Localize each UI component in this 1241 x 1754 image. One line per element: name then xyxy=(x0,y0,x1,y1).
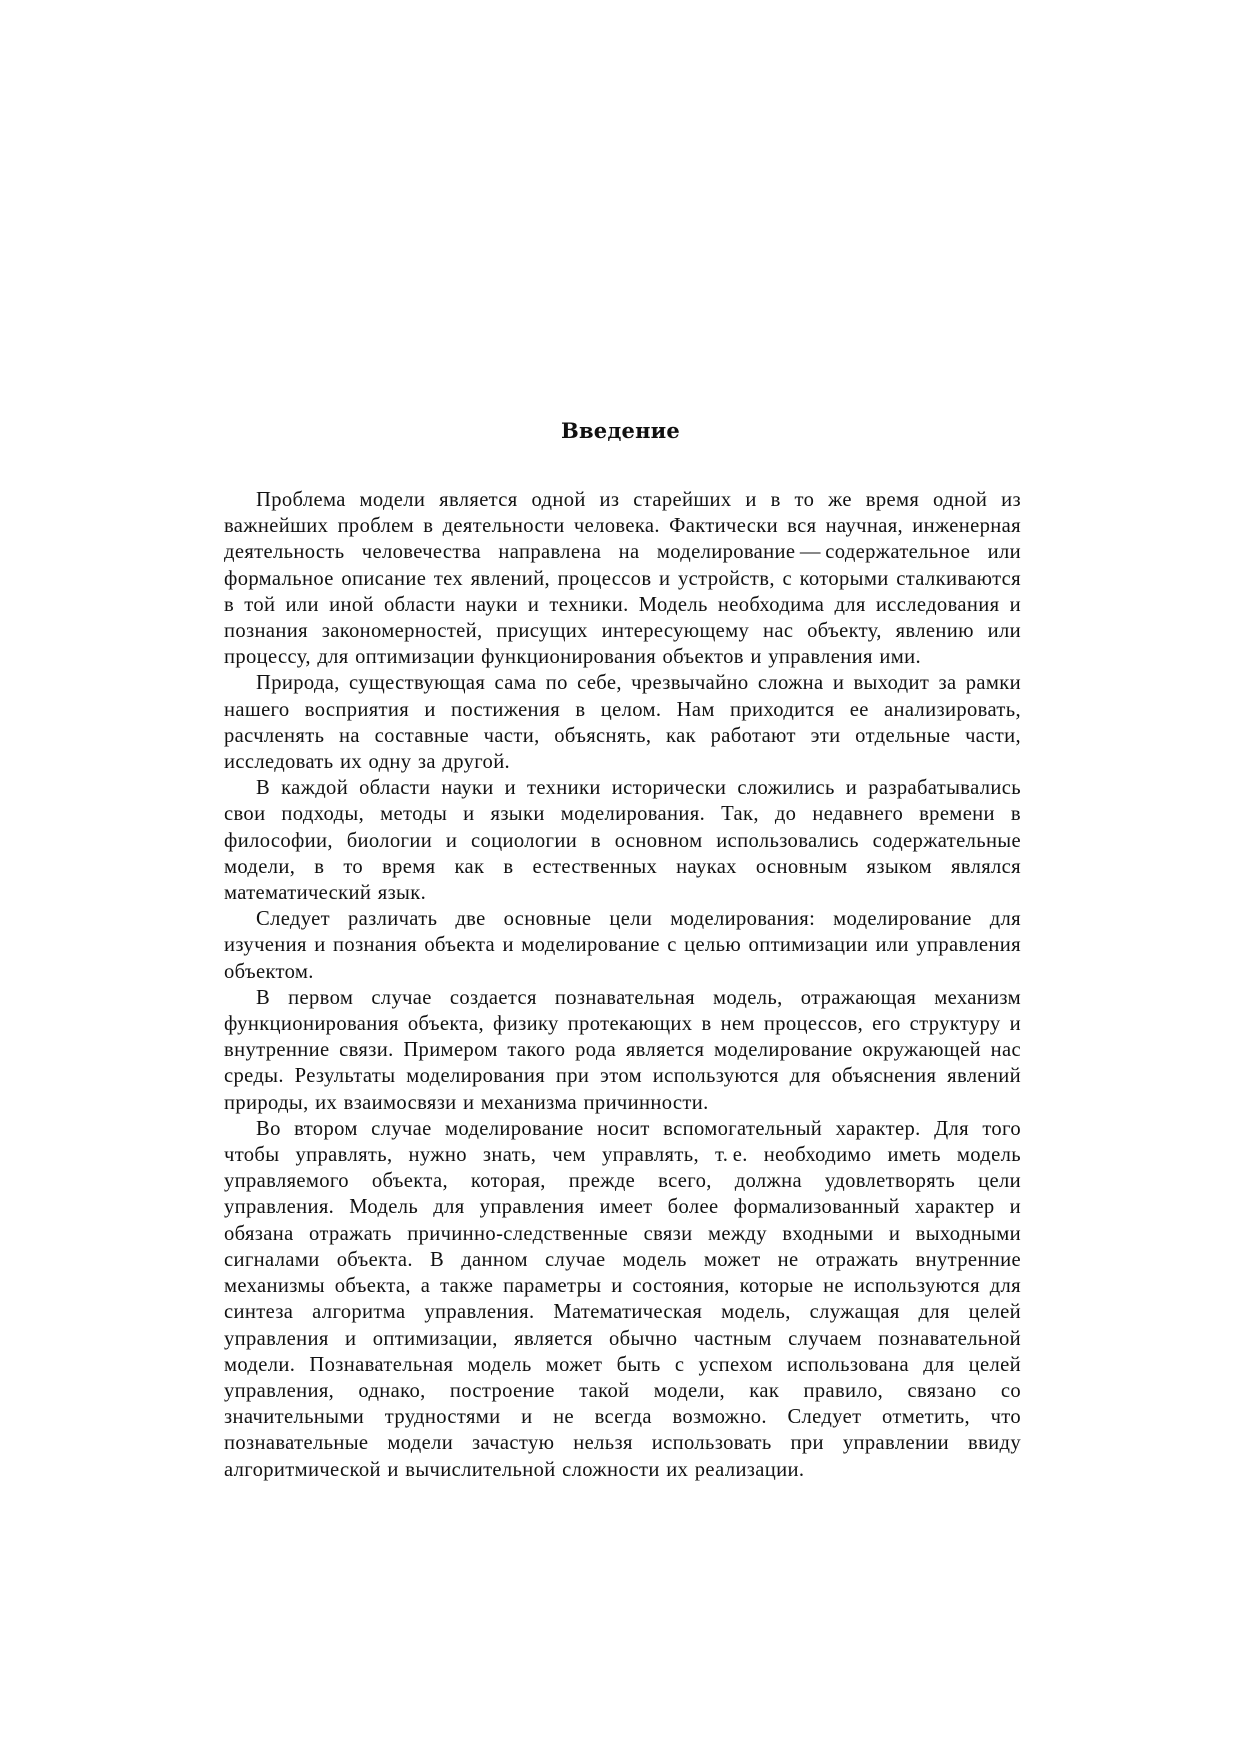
paragraph: Проблема модели является одной из старейших и в то же время одной из важнейших проблем в деятельности человека. Фактически вся научная, инженерная деятельность человечества направлена на моделирование — содержательное или формальное описание тех явлений, процессов и устройств, с которыми сталкиваются в той или иной области науки и техники. Модель необходима для исследования и познания закономерностей, присущих интересующему нас объекту, явлению или процессу, для оптимизации функционирования объектов и управления ими. xyxy=(224,489,1021,669)
paragraph: В каждой области науки и техники исторически сложились и разрабатывались свои подходы, методы и языки моделирования. Так, до недавнего времени в философии, биологии и социологии в основном использовались содержательные модели, в то время как в естественных науках основным языком являлся математический язык. xyxy=(224,777,1021,905)
paragraph: Природа, существующая сама по себе, чрезвычайно сложна и выходит за рамки нашего восприятия и постижения в целом. Нам приходится ее анализировать, расчленять на составные части, объяснять, как работают эти отдельные части, исследовать их одну за другой. xyxy=(224,672,1021,774)
section-title: Введение xyxy=(561,418,680,443)
body-text xyxy=(224,487,1021,1483)
paragraph: Следует различать две основные цели моделирования: моделирование для изучения и познания объекта и моделирование с целью оптимизации или управления объектом. xyxy=(224,908,1021,983)
paragraph: Во втором случае моделирование носит вспомогательный характер. Для того чтобы управлять, нужно знать, чем управлять, т. е. необходимо иметь модель управляемого объекта, которая, прежде всего, должна удовлетворять цели управления. Модель для управления имеет более формализованный характер и обязана отражать причинно-следственные связи между входными и выходными сигналами объекта. В данном случае модель может не отражать внутренние механизмы объекта, а также параметры и состояния, которые не используются для синтеза алгоритма управления. Математическая модель, служащая для целей управления и оптимизации, является обычно частным случаем познавательной модели. Познавательная модель может быть с успехом использована для целей управления, однако, построение такой модели, как правило, связано со значительными трудностями и не всегда возможно. Следует отметить, что познавательные модели зачастую нельзя использовать при управлении ввиду алгоритмической и вычислительной сложности их реализации. xyxy=(224,1117,1021,1481)
paragraph: В первом случае создается познавательная модель, отражающая механизм функционирования объекта, физику протекающих в нем процессов, его структуру и внутренние связи. Примером такого рода является моделирование окружающей нас среды. Результаты моделирования при этом используются для объяснения явлений природы, их взаимосвязи и механизма причинности. xyxy=(224,986,1021,1114)
